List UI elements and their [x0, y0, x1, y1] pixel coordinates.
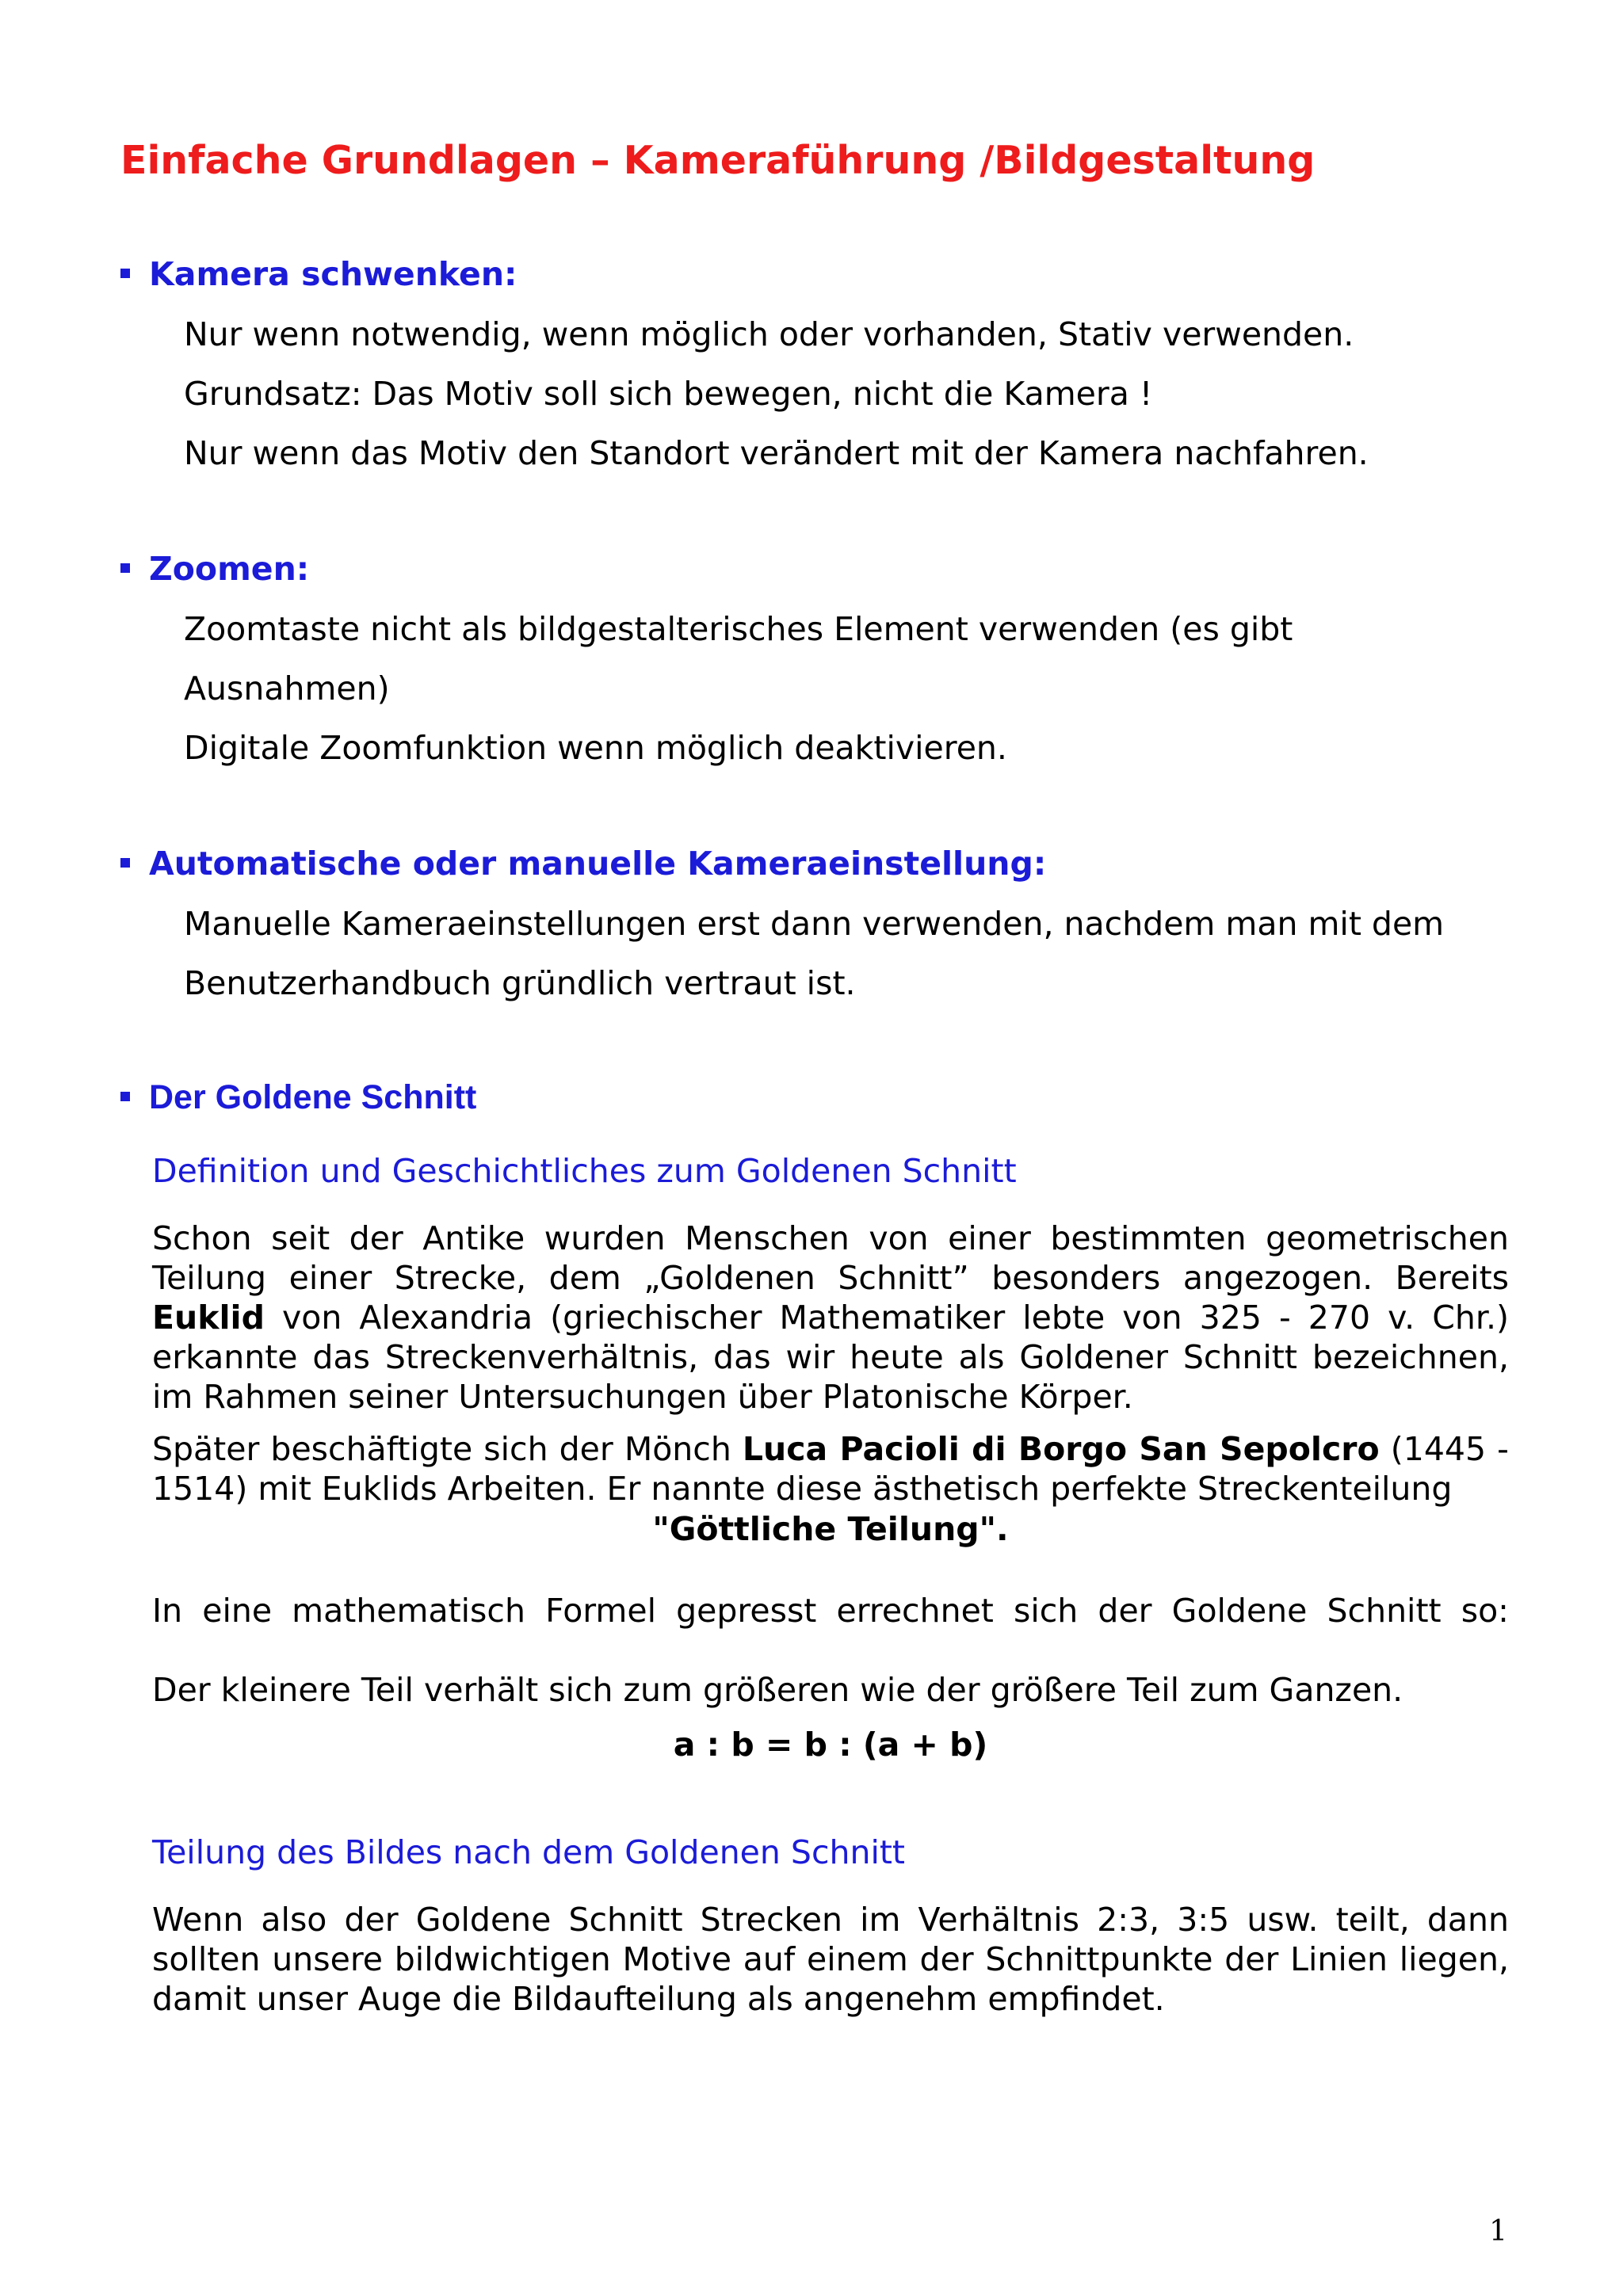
heading-text: Der Goldene Schnitt [149, 1078, 477, 1116]
paragraph-teilung: Wenn also der Goldene Schnitt Strecken im Verhältnis 2:3, 3:5 usw. teilt, dann sollten unsere bildwichtigen Motive auf einem der Schnittpunkte der Linien liegen, damit unser Auge die Bildaufteilung als angenehm empfindet. [152, 1901, 1509, 2018]
text-line: Zoomtaste nicht als bildgestalterisches Element verwenden (es gibt [184, 610, 1293, 648]
paragraph-pacioli [152, 1429, 1509, 1508]
bold-name-euklid: Euklid [152, 1299, 265, 1337]
formula: a : b = b : (a + b) [673, 1726, 988, 1764]
paragraph-antike [152, 1219, 1509, 1417]
bullet-square-icon [120, 269, 130, 278]
centered-bold-goettliche-teilung: "Göttliche Teilung". [652, 1510, 1009, 1548]
heading-text: Kamera schwenken: [149, 255, 517, 293]
text-line: Nur wenn das Motiv den Standort verändert mit der Kamera nachfahren. [184, 434, 1369, 472]
paragraph-text: (1445 - 1514) mit Euklids Arbeiten. Er nannte diese ästhetisch perfekte Streckenteilung [152, 1430, 1509, 1508]
page-title: Einfache Grundlagen – Kameraführung /Bildgestaltung [120, 138, 1316, 183]
section-heading-zoomen [120, 550, 309, 588]
heading-text: Zoomen: [149, 550, 310, 588]
text-line: Manuelle Kameraeinstellungen erst dann verwenden, nachdem man mit dem [184, 905, 1445, 943]
section-heading-kameraeinstellung [120, 845, 1046, 883]
bullet-square-icon [120, 1092, 130, 1101]
text-line: Digitale Zoomfunktion wenn möglich deaktivieren. [184, 729, 1007, 767]
section-heading-kamera-schwenken [120, 255, 517, 293]
heading-text: Automatische oder manuelle Kameraeinstellung: [149, 845, 1047, 883]
text-line: Nur wenn notwendig, wenn möglich oder vorhanden, Stativ verwenden. [184, 315, 1354, 353]
subheading-definition: Definition und Geschichtliches zum Goldenen Schnitt [152, 1152, 1017, 1190]
paragraph-text: von Alexandria (griechischer Mathematiker lebte von 325 - 270 v. Chr.) erkannte das Streckenverhältnis, das wir heute als Goldener Schnitt bezeichnen, im Rahmen seiner Untersuchungen über Platonische Körper. [152, 1299, 1509, 1416]
bullet-square-icon [120, 563, 130, 573]
subheading-teilung: Teilung des Bildes nach dem Goldenen Schnitt [152, 1833, 906, 1871]
bold-name-luca-pacioli: Luca Pacioli di Borgo San Sepolcro [742, 1430, 1380, 1468]
text-line: Grundsatz: Das Motiv soll sich bewegen, nicht die Kamera ! [184, 375, 1153, 413]
paragraph-kleinerer-teil: Der kleinere Teil verhält sich zum größeren wie der größere Teil zum Ganzen. [152, 1671, 1403, 1709]
paragraph-text: Schon seit der Antike wurden Menschen von einer bestimmten geometrischen Teilung einer Strecke, dem „Goldenen Schnitt” besonders angezogen. Bereits [152, 1219, 1509, 1297]
text-line: Benutzerhandbuch gründlich vertraut ist. [184, 964, 856, 1002]
section-heading-goldener-schnitt [120, 1078, 476, 1117]
paragraph-text: Später beschäftigte sich der Mönch [152, 1430, 731, 1468]
text-line: Ausnahmen) [184, 669, 390, 707]
page-number: 1 [1489, 2215, 1507, 2248]
paragraph-formel: In eine mathematisch Formel gepresst errechnet sich der Goldene Schnitt so: [152, 1592, 1509, 1630]
bullet-square-icon [120, 858, 130, 868]
